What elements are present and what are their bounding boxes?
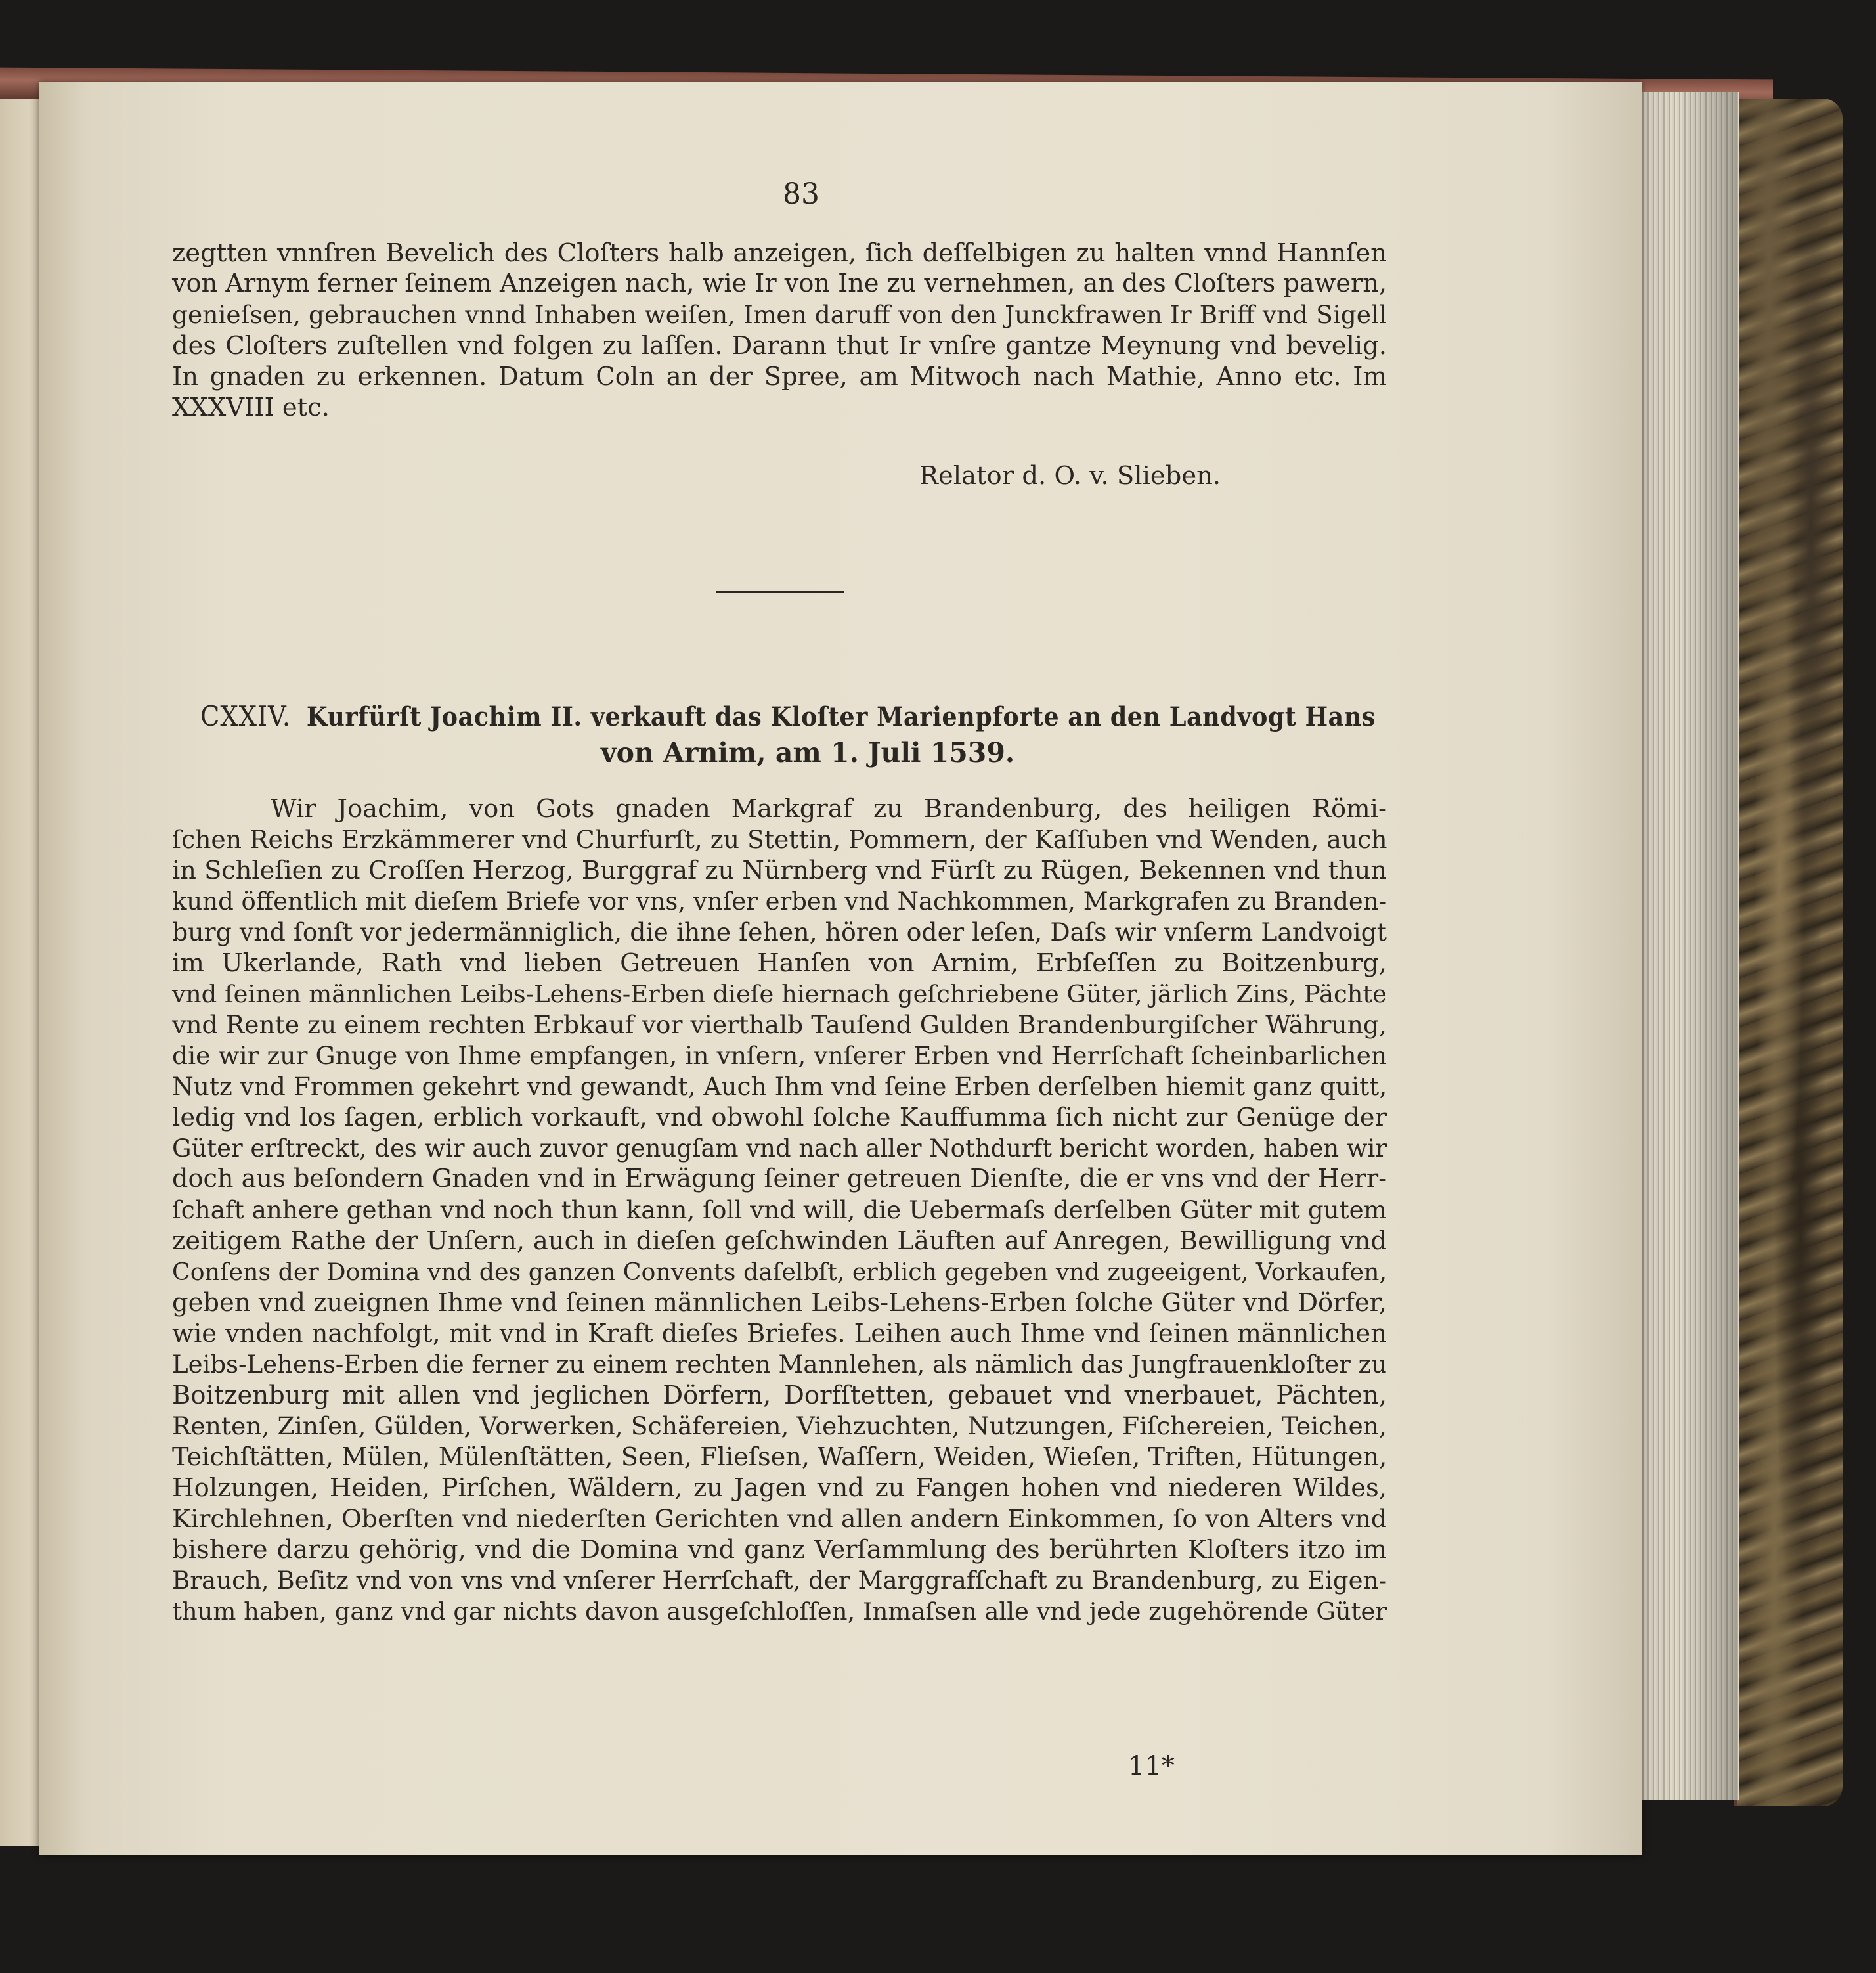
body-paragraph-line: Wir Joachim, von Gots gnaden Markgraf zu Brandenburg, des heiligen Römi-: [271, 794, 1387, 824]
body-paragraph-line: burg vnd ſonſt vor jedermänniglich, die ihne ſehen, hören oder leſen, Daſs wir vnſerm Landvoigt: [172, 918, 1387, 946]
body-paragraph-line: Holzungen, Heiden, Pirſchen, Wäldern, zu Jagen vnd zu Fangen hohen vnd niederen Wildes,: [172, 1473, 1387, 1503]
body-paragraph-line: Renten, Zinſen, Gülden, Vorwerken, Schäfereien, Viehzuchten, Nutzungen, Fiſchereien, Teichen,: [172, 1411, 1387, 1440]
body-paragraph-line: Leibs-Lehens-Erben die ferner zu einem rechten Mannlehen, als nämlich das Jungfrauenkloſter zu: [172, 1350, 1387, 1379]
body-paragraph-line: zeitigem Rathe der Unſern, auch in dieſen geſchwinden Läuften auf Anregen, Bewilligung vnd: [172, 1226, 1387, 1256]
body-paragraph-line: Güter erſtreckt, des wir auch zuvor genugſam vnd nach aller Nothdurft bericht worden, haben wir: [172, 1134, 1387, 1163]
body-paragraph-line: in Schleſien zu Croſſen Herzog, Burggraf zu Nürnberg vnd Fürſt zu Rügen, Bekennen vnd thun: [172, 856, 1387, 885]
body-paragraph-line: vnd ſeinen männlichen Leibs-Lehens-Erben dieſe hiernach geſchriebene Güter, järlich Zins, Pächte: [172, 980, 1387, 1008]
marbled-cover-board: [1734, 99, 1843, 1806]
body-paragraph-line: ſchaft anhere gethan vnd noch thun kann, ſoll vnd will, die Uebermaſs derſelben Güter mit gutem: [172, 1195, 1387, 1224]
page-edges-shadow: [1638, 92, 1737, 1800]
body-paragraph-line: ledig vnd los ſagen, erblich vorkauft, vnd obwohl ſolche Kauffumma ſich nicht zur Genüge der: [172, 1103, 1387, 1132]
body-paragraph-line: Brauch, Beſitz vnd von vns vnd vnſerer Herrſchaft, der Marggrafſchaft zu Brandenburg, zu Eigen-: [172, 1566, 1387, 1595]
body-paragraph-line: wie vnden nachfolgt, mit vnd in Kraft dieſes Briefes. Leihen auch Ihme vnd ſeinen männlichen: [172, 1319, 1387, 1348]
top-paragraph-line: von Arnym ferner ſeinem Anzeigen nach, wie Ir von Ine zu vernehmen, an des Cloſters pawern,: [172, 269, 1387, 298]
body-paragraph-line: kund öffentlich mit dieſem Briefe vor vns, vnſer erben vnd Nachkommen, Markgrafen zu Branden-: [172, 887, 1387, 916]
signature-mark: 11*: [1128, 1751, 1175, 1781]
heading-number: CXXIV.: [200, 700, 292, 732]
top-paragraph-line: XXXVIII etc.: [172, 393, 330, 422]
body-paragraph-line: Teichſtätten, Mülen, Mülenſtätten, Seen, Flieſsen, Waſſern, Weiden, Wieſen, Triften, Hütungen,: [172, 1442, 1387, 1472]
body-paragraph-line: Boitzenburg mit allen vnd jeglichen Dörfern, Dorfſtetten, gebauet vnd vnerbauet, Pächten,: [172, 1381, 1387, 1410]
heading-title-line1: Kurfürſt Joachim II. verkauft das Kloſter Marienpforte an den Landvogt Hans: [306, 701, 1376, 732]
body-paragraph-line: bishere darzu gehörig, vnd die Domina vnd ganz Verſammlung des berührten Kloſters itzo im: [172, 1535, 1387, 1564]
body-paragraph-line: doch aus beſondern Gnaden vnd in Erwägung ſeiner getreuen Dienſte, die er vns vnd der Herr-: [172, 1164, 1387, 1193]
body-paragraph-line: Nutz vnd Frommen gekehrt vnd gewandt, Auch Ihm vnd ſeine Erben derſelben hiemit ganz quitt,: [172, 1072, 1387, 1101]
body-paragraph-line: im Ukerlande, Rath vnd lieben Getreuen Hanſen von Arnim, Erbſeſſen zu Boitzenburg,: [172, 948, 1387, 978]
body-paragraph-line: geben vnd zueignen Ihme vnd ſeinen männlichen Leibs-Lehens-Erben ſolche Güter vnd Dörfer,: [172, 1288, 1387, 1318]
relator-line: Relator d. O. v. Slieben.: [919, 461, 1221, 491]
heading-title-line2: von Arnim, am 1. Juli 1539.: [600, 737, 1015, 768]
page-number: 83: [783, 177, 819, 211]
top-paragraph-line: genieſsen, gebrauchen vnnd Inhaben weiſen, Imen daruff von den Junckfrawen Ir Briff vnd Sigell: [172, 300, 1387, 329]
document-heading: [200, 698, 1376, 771]
body-paragraph-line: Conſens der Domina vnd des ganzen Convents daſelbſt, erblich gegeben vnd zugeeigent, Vorkaufen,: [172, 1258, 1387, 1286]
top-paragraph: [172, 238, 1387, 423]
top-paragraph-line: des Cloſters zuſtellen vnd folgen zu laſſen. Darann thut Ir vnſre gantze Meynung vnd bevelig.: [172, 331, 1387, 361]
body-paragraph-line: die wir zur Gnuge von Ihme empfangen, in vnſern, vnſerer Erben vnd Herrſchaft ſcheinbarlichen: [172, 1041, 1387, 1070]
top-paragraph-line: In gnaden zu erkennen. Datum Coln an der Spree, am Mitwoch nach Mathie, Anno etc. Im: [172, 362, 1387, 391]
body-paragraph-line: ſchen Reichs Erzkämmerer vnd Churfurſt, zu Stettin, Pommern, der Kaſſuben vnd Wenden, auch: [172, 825, 1387, 854]
body-paragraph: [172, 793, 1387, 1627]
top-paragraph-line: zegtten vnnſren Bevelich des Cloſters halb anzeigen, ſich deſſelbigen zu halten vnnd Hannſen: [172, 238, 1387, 268]
body-paragraph-line: Kirchlehnen, Oberſten vnd niederſten Gerichten vnd allen andern Einkommen, ſo von Alters vnd: [172, 1504, 1387, 1533]
body-paragraph-line: thum haben, ganz vnd gar nichts davon ausgeſchloſſen, Inmaſsen alle vnd jede zugehörende Güter: [172, 1597, 1387, 1626]
section-divider: [716, 591, 844, 593]
body-paragraph-line: vnd Rente zu einem rechten Erbkauf vor vierthalb Tauſend Gulden Brandenburgiſcher Währung,: [172, 1010, 1387, 1039]
